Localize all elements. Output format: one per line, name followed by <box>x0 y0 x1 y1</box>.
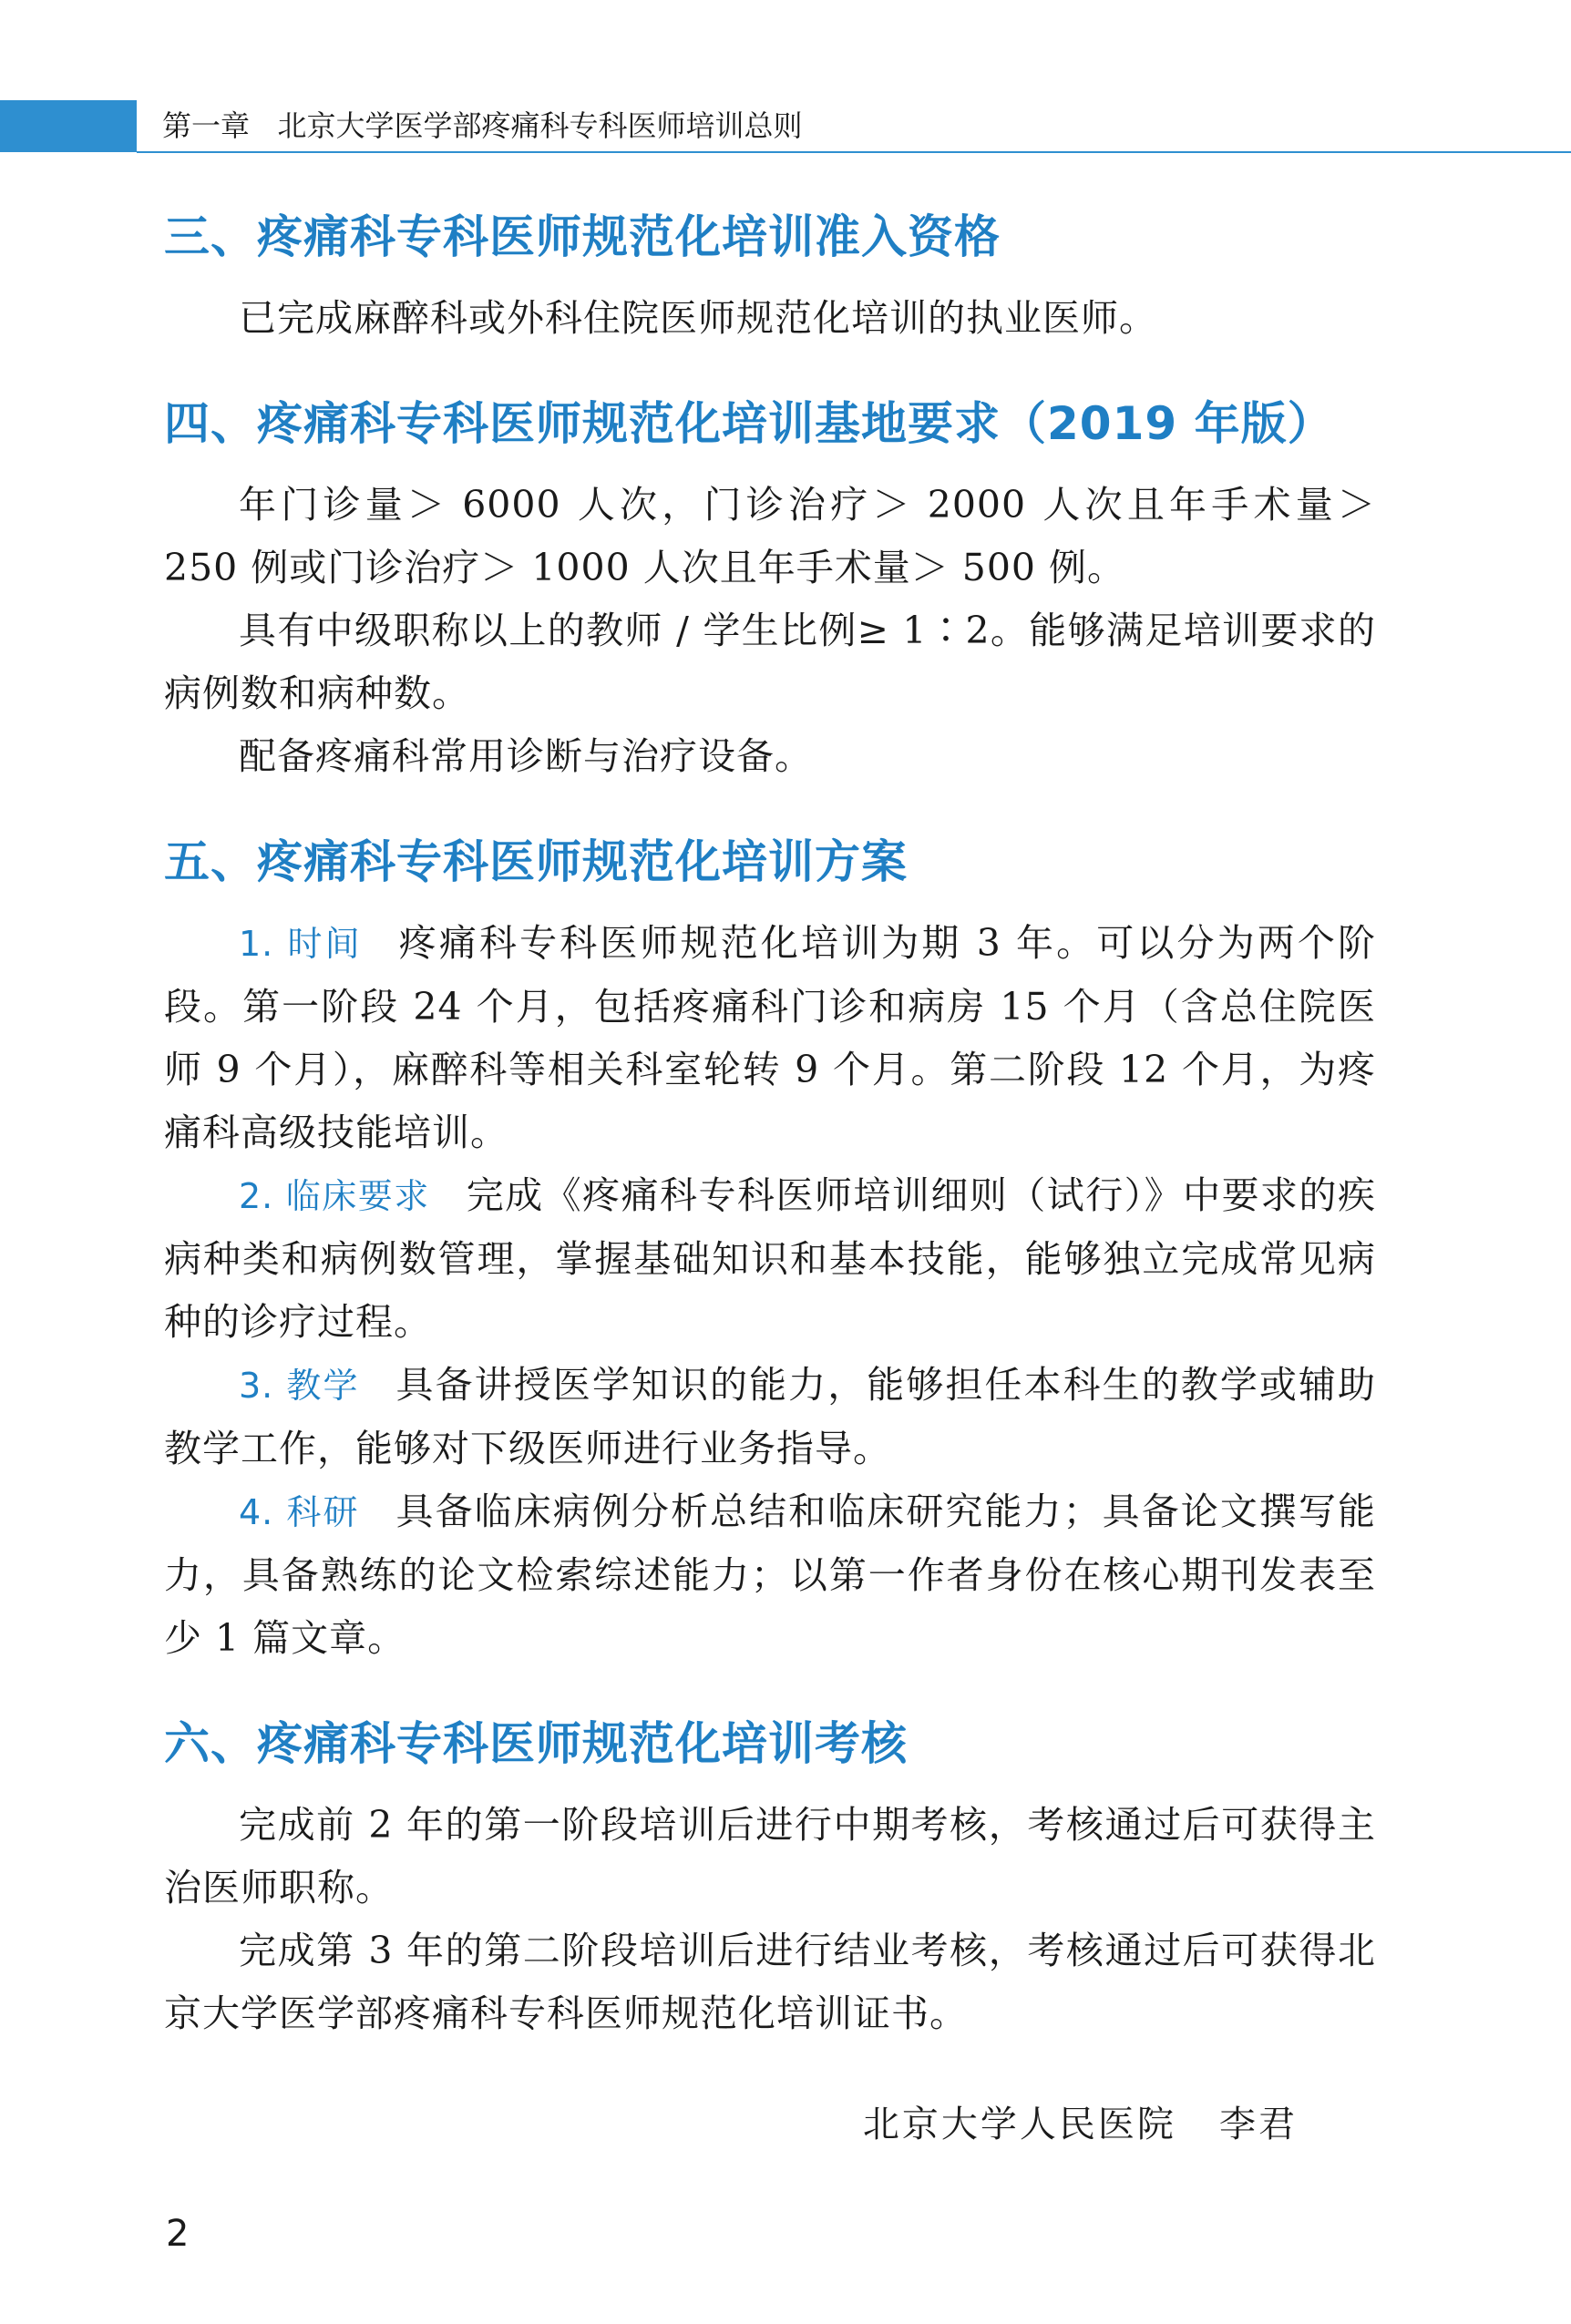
header-rule <box>137 151 1571 153</box>
plan-item-text: 完成《疼痛科专科医师培训细则（试行）》中要求的疾病种类和病例数管理，掌握基础知识和基本技能，能够独立完成常见病种的诊疗过程。 <box>164 1173 1376 1344</box>
running-header <box>162 100 803 152</box>
signature <box>863 2097 1298 2152</box>
plan-item <box>164 1164 1376 1354</box>
section-training-plan <box>164 830 1376 1670</box>
section-base-requirements <box>164 392 1376 788</box>
plan-item <box>164 1354 1376 1480</box>
paragraph: 完成前 2 年的第一阶段培训后进行中期考核，考核通过后可获得主治医师职称。 <box>164 1803 1376 1909</box>
plan-item-label: 1. 时间 <box>239 924 363 964</box>
signature-institution: 北京大学人民医院 <box>862 2104 1176 2145</box>
section-heading: 五、疼痛科专科医师规范化培训方案 <box>164 835 908 888</box>
page-number: 2 <box>166 2213 190 2255</box>
section-heading: 三、疼痛科专科医师规范化培训准入资格 <box>164 210 1001 263</box>
plan-item-text: 疼痛科专科医师规范化培训为期 3 年。可以分为两个阶段。第一阶段 24 个月，包括疼痛科门诊和病房 15 个月（含总住院医师 9 个月），麻醉科等相关科室轮转 9 个月。第二阶段 12 个月，为疼痛科高级技能培训。 <box>164 921 1376 1154</box>
header-title: 北京大学医学部疼痛科专科医师培训总则 <box>277 108 803 143</box>
plan-item-label: 2. 临床要求 <box>239 1176 430 1216</box>
paragraph: 已完成麻醉科或外科住院医师规范化培训的执业医师。 <box>239 296 1157 340</box>
plan-item <box>164 912 1376 1164</box>
section-admission <box>164 205 1376 350</box>
header-chapter: 第一章 <box>162 108 251 143</box>
header-accent-bar <box>0 100 137 152</box>
plan-item-text: 具备临床病例分析总结和临床研究能力；具备论文撰写能力，具备熟练的论文检索综述能力；以第一作者身份在核心期刊发表至少 1 篇文章。 <box>164 1490 1377 1660</box>
section-heading: 四、疼痛科专科医师规范化培训基地要求（2019 年版） <box>164 397 1334 450</box>
paragraph: 具有中级职称以上的教师 / 学生比例≥ 1∶2。能够满足培训要求的病例数和病种数。 <box>164 609 1376 715</box>
paragraph: 年门诊量＞ 6000 人次，门诊治疗＞ 2000 人次且年手术量＞ 250 例或门诊治疗＞ 1000 人次且年手术量＞ 500 例。 <box>164 483 1376 589</box>
section-assessment <box>164 1712 1376 2045</box>
signature-author: 李君 <box>1219 2104 1298 2145</box>
page-content <box>164 205 1376 2045</box>
plan-item-text: 具备讲授医学知识的能力，能够担任本科生的教学或辅助教学工作，能够对下级医师进行业务指导。 <box>164 1363 1377 1470</box>
paragraph: 完成第 3 年的第二阶段培训后进行结业考核，考核通过后可获得北京大学医学部疼痛科专科医师规范化培训证书。 <box>164 1929 1376 2035</box>
paragraph: 配备疼痛科常用诊断与治疗设备。 <box>239 734 813 778</box>
plan-item-label: 4. 科研 <box>239 1492 360 1532</box>
plan-item-label: 3. 教学 <box>239 1366 360 1406</box>
section-heading: 六、疼痛科专科医师规范化培训考核 <box>164 1717 908 1770</box>
plan-item <box>164 1480 1376 1670</box>
